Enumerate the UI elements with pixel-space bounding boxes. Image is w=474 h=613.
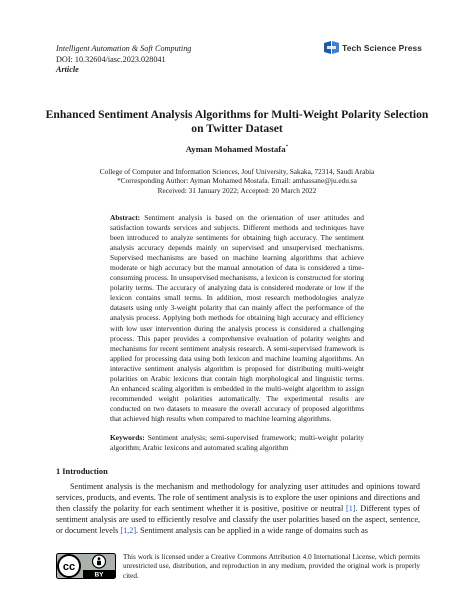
dates: Received: 31 January 2022; Accepted: 20 March 2022 (157, 185, 317, 195)
intro-text-3: . Sentiment analysis can be applied in a wide range of domains such as (136, 526, 368, 536)
keywords-text: Sentiment analysis; semi-supervised framework; multi-weight polarity algorithm; Arabic lexicons and automated scaling algorithm (110, 433, 364, 453)
by-badge-text: BY (94, 571, 104, 579)
journal-header (56, 44, 191, 76)
abstract-text: Sentiment analysis is based on the orientation of user attitudes and satisfaction towards services and subjects. Different methods and techniques have been introduced to analyze sentiments for obtaining high accuracy. The sentiment analysis accuracy depends mainly on supervised and unsupervised mechanisms. Supervised mechanisms are based on machine learning algorithms that achieve moderate or high accuracy but the manual annotation of data is considered a time-consuming process. In unsupervised mechanisms, a lexicon is constructed for storing polarity terms. The accuracy of analyzing data is considered moderate or low if the lexicon contains small terms. In addition, most research methodologies analyze datasets using only 3-weight polarity that can mainly affect the performance of the analysis process. Applying both methods for obtaining high accuracy and efficiency with low user intervention during the analysis process is considered a challenging process. This paper provides a comprehensive evaluation of polarity weights and mechanisms for recent sentiment analysis research. A semi-supervised framework is applied for processing data using both lexicon and machine learning algorithms. An interactive sentiment analysis algorithm is proposed for distributing multi-weight polarities on Arabic lexicons that contain high morphological and linguistic terms. An enhanced scaling algorithm is embedded in the multi-weight algorithm to assign recommended weight polarities automatically. The experimental results are conducted on two datasets to measure the overall accuracy of proposed algorithms that achieved high results when compared to machine learning algorithms. (110, 213, 364, 423)
license-block (56, 553, 420, 581)
publisher-logo (324, 41, 422, 54)
license-text: This work is licensed under a Creative Commons Attribution 4.0 International License, which permits unrestricted use, distribution, and reproduction in any medium, provided the original work is properly cited. (123, 553, 420, 580)
citation-link[interactable]: [1,2] (120, 526, 137, 536)
affiliation-block (0, 167, 474, 195)
abstract-label: Abstract: (110, 213, 141, 222)
intro-text-1: Sentiment analysis is the mechanism and methodology for analyzing user attitudes and opinions toward services, products, and events. The role of sentiment analysis is to explore the user opinions and directions and then classify the polarity for each sentiment whether it is positive, positive or neutral (56, 482, 420, 514)
publisher-name: Tech Science Press (342, 42, 422, 53)
citation-link[interactable]: [1] (346, 504, 356, 514)
author-line (0, 144, 474, 154)
intro-text-2: . Different types of sentiment analysis are used to efficiently resolve and classify the user polarities based on the aspect, sentence, or document levels (56, 504, 420, 536)
creative-commons-by-icon[interactable] (56, 553, 116, 579)
doi: DOI: 10.32604/iasc.2023.028041 (56, 54, 166, 64)
journal-name: Intelligent Automation & Soft Computing (56, 44, 192, 53)
keywords-label: Keywords: (110, 433, 145, 442)
corresponding-author: *Corresponding Author: Ayman Mohamed Mostafa. Email: amhassane@ju.edu.sa (117, 176, 357, 186)
keywords (110, 433, 364, 453)
tech-science-press-logo-icon (324, 41, 339, 54)
introduction-paragraph (56, 481, 420, 536)
affiliation: College of Computer and Information Sciences, Jouf University, Sakaka, 72314, Saudi Arabia (99, 167, 375, 176)
article-type: Article (56, 65, 79, 75)
author-mark: * (285, 144, 289, 151)
section-heading: 1 Introduction (56, 467, 108, 476)
abstract (110, 213, 364, 424)
cc-badge-text: cc (62, 561, 76, 573)
paper-title: Enhanced Sentiment Analysis Algorithms for Multi-Weight Polarity Selection on Twitter Dataset (45, 108, 429, 136)
author-name: Ayman Mohamed Mostafa (185, 144, 286, 154)
